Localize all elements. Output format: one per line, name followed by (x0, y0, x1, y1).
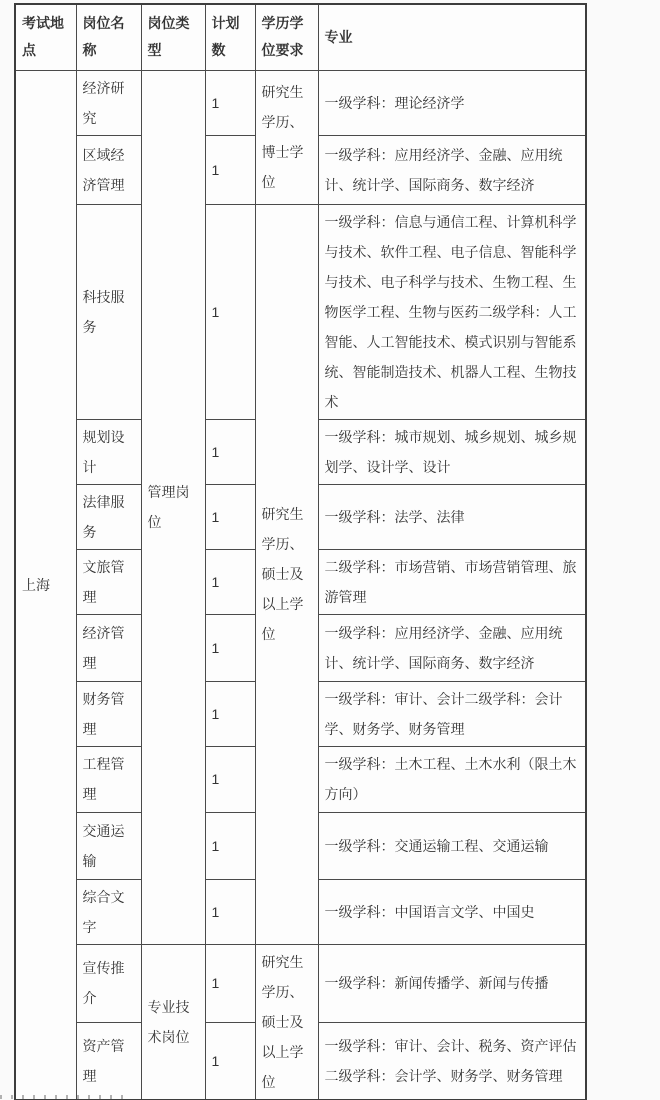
planned-count-cell: 1 (205, 681, 255, 746)
planned-count-cell: 1 (205, 204, 255, 419)
planned-count-cell: 1 (205, 135, 255, 204)
major-cell: 一级学科：审计、会计、税务、资产评估二级学科：会计学、财务学、财务管理 (318, 1023, 586, 1100)
position-name-cell: 经济研究 (76, 70, 141, 135)
education-requirement-cell: 研究生学历、硕士及以上学位 (255, 204, 318, 944)
table-header-row (15, 4, 586, 70)
education-requirement-cell: 研究生学历、硕士及以上学位 (255, 944, 318, 1100)
table-row (15, 944, 586, 1023)
position-name-cell: 法律服务 (76, 484, 141, 549)
major-cell: 一级学科：法学、法律 (318, 484, 586, 549)
planned-count-cell: 1 (205, 614, 255, 681)
position-name-cell: 文旅管理 (76, 549, 141, 614)
planned-count-cell: 1 (205, 549, 255, 614)
recruitment-table (14, 3, 587, 1100)
major-cell: 一级学科：中国语言文学、中国史 (318, 879, 586, 944)
major-cell: 一级学科：审计、会计二级学科：会计学、财务学、财务管理 (318, 681, 586, 746)
position-type-cell: 管理岗位 (141, 70, 205, 944)
planned-count-cell: 1 (205, 70, 255, 135)
position-name-cell: 财务管理 (76, 681, 141, 746)
table-row (15, 204, 586, 419)
position-name-cell: 宣传推介 (76, 944, 141, 1023)
planned-count-cell: 1 (205, 944, 255, 1023)
table-row (15, 70, 586, 135)
position-name-cell: 综合文字 (76, 879, 141, 944)
col-header-position-name: 岗位名称 (76, 4, 141, 70)
position-name-cell: 科技服务 (76, 204, 141, 419)
col-header-education-requirement: 学历学位要求 (255, 4, 318, 70)
position-name-cell: 交通运输 (76, 812, 141, 879)
clipped-text-artifact (0, 1095, 132, 1099)
major-cell: 一级学科：应用经济学、金融、应用统计、统计学、国际商务、数字经济 (318, 614, 586, 681)
major-cell: 二级学科：市场营销、市场营销管理、旅游管理 (318, 549, 586, 614)
recruitment-table-container (14, 3, 587, 1100)
exam-location-cell: 上海 (15, 70, 76, 1100)
col-header-position-type: 岗位类型 (141, 4, 205, 70)
position-name-cell: 工程管理 (76, 746, 141, 812)
planned-count-cell: 1 (205, 1023, 255, 1100)
planned-count-cell: 1 (205, 879, 255, 944)
col-header-exam-location: 考试地点 (15, 4, 76, 70)
position-name-cell: 经济管理 (76, 614, 141, 681)
education-requirement-cell: 研究生学历、博士学位 (255, 70, 318, 204)
major-cell: 一级学科：土木工程、土木水利（限土木方向） (318, 746, 586, 812)
major-cell: 一级学科：交通运输工程、交通运输 (318, 812, 586, 879)
planned-count-cell: 1 (205, 746, 255, 812)
planned-count-cell: 1 (205, 812, 255, 879)
planned-count-cell: 1 (205, 484, 255, 549)
planned-count-cell: 1 (205, 419, 255, 484)
major-cell: 一级学科：应用经济学、金融、应用统计、统计学、国际商务、数字经济 (318, 135, 586, 204)
major-cell: 一级学科：城市规划、城乡规划、城乡规划学、设计学、设计 (318, 419, 586, 484)
col-header-planned-count: 计划数 (205, 4, 255, 70)
col-header-major: 专业 (318, 4, 586, 70)
major-cell: 一级学科：新闻传播学、新闻与传播 (318, 944, 586, 1023)
major-cell: 一级学科：信息与通信工程、计算机科学与技术、软件工程、电子信息、智能科学与技术、电子科学与技术、生物工程、生物医学工程、生物与医药二级学科：人工智能、人工智能技术、模式识别与智能系统、智能制造技术、机器人工程、生物技术 (318, 204, 586, 419)
major-cell: 一级学科：理论经济学 (318, 70, 586, 135)
position-name-cell: 资产管理 (76, 1023, 141, 1100)
position-type-cell: 专业技术岗位 (141, 944, 205, 1100)
position-name-cell: 区域经济管理 (76, 135, 141, 204)
position-name-cell: 规划设计 (76, 419, 141, 484)
